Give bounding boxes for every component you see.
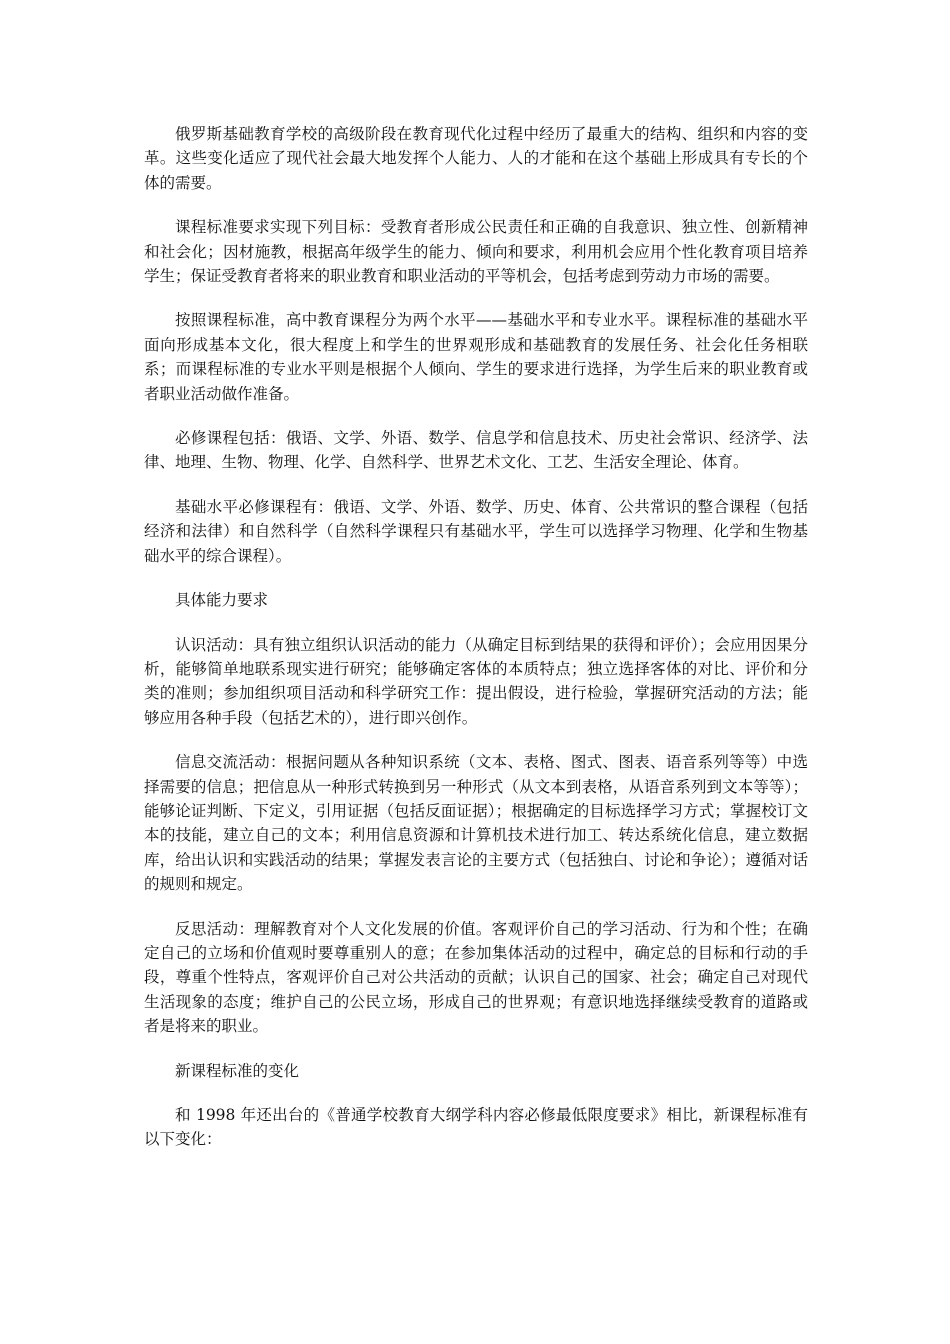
document-page	[144, 122, 808, 1172]
paragraph-information-activity: 信息交流活动：根据问题从各种知识系统（文本、表格、图式、图表、语音系列等等）中选择需要的信息；把信息从一种形式转换到另一种形式（从文本到表格，从语音系列到文本等等）；能够论证判断、下定义，引用证据（包括反面证据）；根据确定的目标选择学习方式；掌握校订文本的技能，建立自己的文本；利用信息资源和计算机技术进行加工、转达系统化信息，建立数据库，给出认识和实践活动的结果；掌握发表言论的主要方式（包括独白、讨论和争论）；遵循对话的规则和规定。	[144, 753, 808, 894]
section-heading-changes: 新课程标准的变化	[175, 1061, 300, 1080]
paragraph-required-courses: 必修课程包括：俄语、文学、外语、数学、信息学和信息技术、历史社会常识、经济学、法律、地理、生物、物理、化学、自然科学、世界艺术文化、工艺、生活安全理论、体育。	[144, 429, 808, 472]
paragraph-reflective-activity: 反思活动：理解教育对个人文化发展的价值。客观评价自己的学习活动、行为和个性；在确定自己的立场和价值观时要尊重别人的意；在参加集体活动的过程中，确定总的目标和行动的手段，尊重个性特点，客观评价自己对公共活动的贡献；认识自己的国家、社会；确定自己对现代生活现象的态度；维护自己的公民立场，形成自己的世界观；有意识地选择继续受教育的道路或者是将来的职业。	[144, 919, 808, 1036]
paragraph-levels: 按照课程标准，高中教育课程分为两个水平——基础水平和专业水平。课程标准的基础水平面向形成基本文化，很大程度上和学生的世界观形成和基础教育的发展任务、社会化任务相联系；而课程标准的专业水平则是根据个人倾向、学生的要求进行选择，为学生后来的职业教育或者职业活动做作准备。	[144, 311, 808, 403]
paragraph-intro: 俄罗斯基础教育学校的高级阶段在教育现代化过程中经历了最重大的结构、组织和内容的变革。这些变化适应了现代社会最大地发挥个人能力、人的才能和在这个基础上形成具有专长的个体的需要。	[144, 125, 808, 192]
paragraph-basic-level-courses: 基础水平必修课程有：俄语、文学、外语、数学、历史、体育、公共常识的整合课程（包括经济和法律）和自然科学（自然科学课程只有基础水平，学生可以选择学习物理、化学和生物基础水平的综合课程）。	[144, 497, 808, 565]
section-heading-abilities: 具体能力要求	[175, 591, 269, 610]
paragraph-cognitive-activity: 认识活动：具有独立组织认识活动的能力（从确定目标到结果的获得和评价）；会应用因果分析，能够简单地联系现实进行研究；能够确定客体的本质特点；独立选择客体的对比、评价和分类的准则；参加组织项目活动和科学研究工作：提出假设，进行检验，掌握研究活动的方法；能够应用各种手段（包括艺术的），进行即兴创作。	[144, 635, 808, 727]
paragraph-changes-intro: 和 1998 年还出台的《普通学校教育大纲学科内容必修最低限度要求》相比，新课程标准有以下变化：	[144, 1106, 808, 1149]
paragraph-goals: 课程标准要求实现下列目标：受教育者形成公民责任和正确的自我意识、独立性、创新精神和社会化；因材施教，根据高年级学生的能力、倾向和要求，利用机会应用个性化教育项目培养学生；保证受教育者将来的职业教育和职业活动的平等机会，包括考虑到劳动力市场的需要。	[144, 218, 808, 286]
